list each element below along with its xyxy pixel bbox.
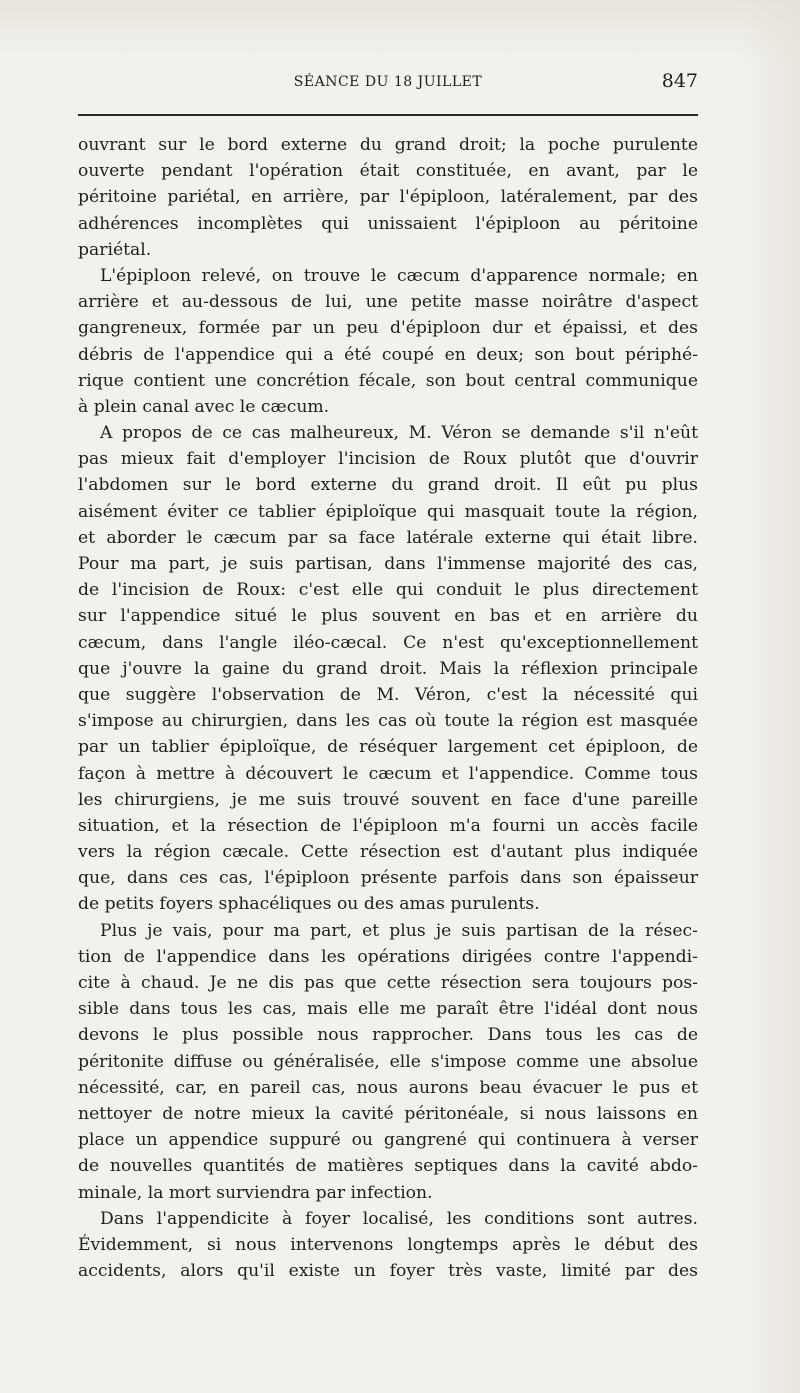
text-line: par un tablier épiploïque, de réséquer largement cet épiploon, de	[78, 737, 698, 758]
text-line: que suggère l'observation de M. Véron, c'est la nécessité qui	[78, 684, 698, 705]
text-line: de nouvelles quantités de matières septiques dans la cavité abdo-	[78, 1156, 698, 1177]
text-line: les chirurgiens, je me suis trouvé souvent en face d'une pareille	[78, 789, 698, 810]
text-line: sur l'appendice situé le plus souvent en bas et en arrière du	[78, 606, 698, 627]
text-line: que, dans ces cas, l'épiploon présente parfois dans son épaisseur	[78, 868, 698, 889]
text-line: rique contient une concrétion fécale, son bout central communique	[78, 370, 698, 391]
text-line: ouverte pendant l'opération était constituée, en avant, par le	[78, 161, 698, 182]
text-line: de l'incision de Roux: c'est elle qui conduit le plus directement	[78, 580, 698, 601]
text-line: L'épiploon relevé, on trouve le cæcum d'apparence normale; en	[100, 265, 698, 286]
text-line: débris de l'appendice qui a été coupé en deux; son bout périphé-	[78, 344, 698, 365]
text-line: place un appendice suppuré ou gangrené qui continuera à verser	[78, 1130, 698, 1151]
text-line: minale, la mort surviendra par infection.	[78, 1182, 433, 1203]
text-line: aisément éviter ce tablier épiploïque qui masquait toute la région,	[78, 501, 698, 522]
text-line: arrière et au-dessous de lui, une petite masse noirâtre d'aspect	[78, 292, 698, 313]
text-line: A propos de ce cas malheureux, M. Véron se demande s'il n'eût	[100, 423, 698, 444]
text-line: pariétal.	[78, 239, 152, 260]
text-line: sible dans tous les cas, mais elle me paraît être l'idéal dont nous	[78, 999, 698, 1020]
text-line: que j'ouvre la gaine du grand droit. Mais la réflexion principale	[78, 658, 698, 679]
running-head	[78, 70, 698, 98]
text-line: péritonite diffuse ou généralisée, elle s'impose comme une absolue	[78, 1051, 698, 1072]
text-line: tion de l'appendice dans les opérations dirigées contre l'appendi-	[78, 946, 698, 967]
text-line: façon à mettre à découvert le cæcum et l'appendice. Comme tous	[78, 763, 698, 784]
text-line: situation, et la résection de l'épiploon m'a fourni un accès facile	[78, 815, 698, 836]
text-line: cæcum, dans l'angle iléo-cæcal. Ce n'est qu'exceptionnellement	[78, 632, 698, 653]
text-line: pas mieux fait d'employer l'incision de Roux plutôt que d'ouvrir	[78, 449, 698, 470]
text-line: nécessité, car, en pareil cas, nous aurons beau évacuer le pus et	[78, 1077, 698, 1098]
text-line: Plus je vais, pour ma part, et plus je suis partisan de la résec-	[100, 920, 698, 941]
text-line: et aborder le cæcum par sa face latérale externe qui était libre.	[78, 527, 698, 548]
text-line: l'abdomen sur le bord externe du grand droit. Il eût pu plus	[78, 475, 698, 496]
text-line: vers la région cæcale. Cette résection est d'autant plus indiquée	[78, 842, 698, 863]
text-line: à plein canal avec le cæcum.	[78, 396, 330, 417]
text-line: adhérences incomplètes qui unissaient l'épiploon au péritoine	[78, 213, 698, 234]
running-head-title: SÉANCE DU 18 JUILLET	[293, 74, 483, 90]
text-line: Évidemment, si nous intervenons longtemps après le début des	[78, 1234, 698, 1255]
text-line: Pour ma part, je suis partisan, dans l'immense majorité des cas,	[78, 554, 698, 574]
text-line: ouvrant sur le bord externe du grand droit; la poche purulente	[78, 135, 698, 155]
text-line: cite à chaud. Je ne dis pas que cette résection sera toujours pos-	[78, 973, 698, 993]
text-line: s'impose au chirurgien, dans les cas où toute la région est masquée	[78, 711, 698, 732]
text-line: Dans l'appendicite à foyer localisé, les conditions sont autres.	[100, 1208, 698, 1229]
text-line: accidents, alors qu'il existe un foyer très vaste, limité par des	[78, 1261, 698, 1282]
text-line: péritoine pariétal, en arrière, par l'épiploon, latéralement, par des	[78, 187, 698, 208]
text-line: gangreneux, formée par un peu d'épiploon dur et épaissi, et des	[78, 318, 698, 339]
page-number: 847	[661, 70, 698, 92]
header-rule	[78, 114, 698, 116]
body-text	[78, 132, 698, 1284]
text-line: nettoyer de notre mieux la cavité péritonéale, si nous laissons en	[78, 1103, 698, 1124]
text-line: devons le plus possible nous rapprocher. Dans tous les cas de	[78, 1025, 698, 1046]
page-shading-edge	[740, 0, 800, 1393]
text-line: de petits foyers sphacéliques ou des amas purulents.	[78, 894, 540, 915]
page-shading-top	[0, 0, 800, 60]
